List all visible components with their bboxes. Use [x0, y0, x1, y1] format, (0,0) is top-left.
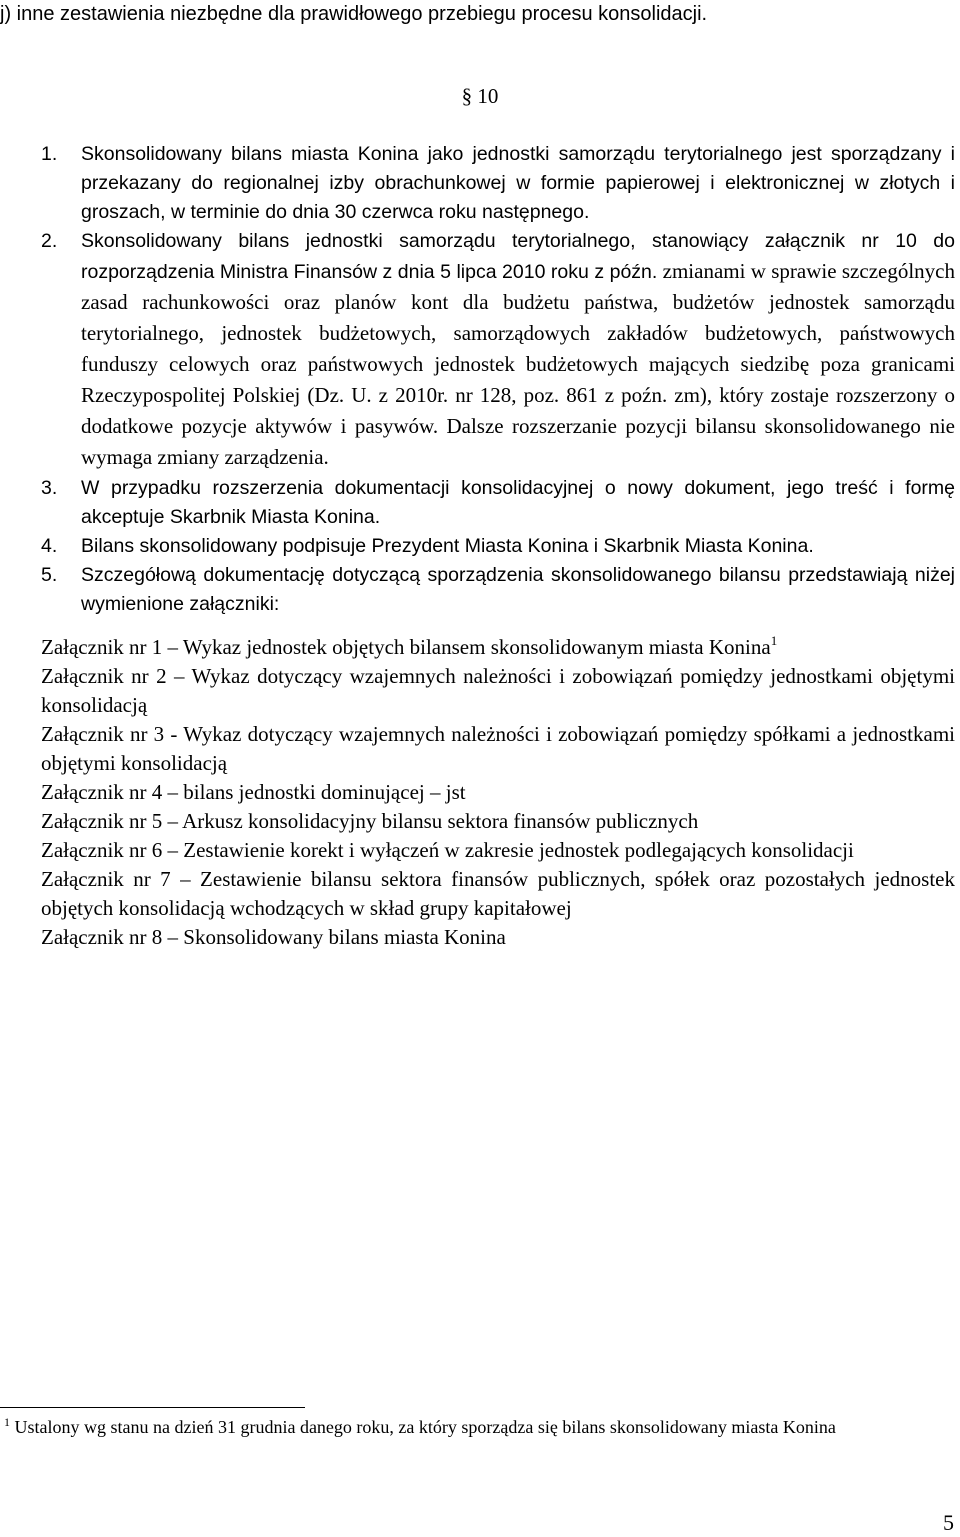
attachments-list [41, 633, 955, 952]
list-item [41, 532, 955, 561]
attachment-item: Załącznik nr 4 – bilans jednostki dominującej – jst [41, 780, 466, 804]
item-number: 1. [41, 143, 58, 165]
preceding-list-item: j) inne zestawienia niezbędne dla prawidłowego przebiegu procesu konsolidacji. [0, 3, 708, 25]
list-item [41, 561, 955, 619]
item-text: Skonsolidowany bilans miasta Konina jako jednostki samorządu terytorialnego jest sporządzany i przekazany do regionalnej izby obrachunkowej w formie papierowej i elektronicznej w złotych i groszach, w terminie do dnia 30 czerwca roku następnego. [81, 143, 955, 223]
item-text: Szczegółową dokumentację dotyczącą sporządzenia skonsolidowanego bilansu przedstawiają niżej wymienione załączniki: [81, 564, 955, 615]
provisions-list [41, 140, 955, 619]
footnote-marker: 1 [4, 1415, 10, 1429]
attachment-item: Załącznik nr 2 – Wykaz dotyczący wzajemnych należności i zobowiązań pomiędzy jednostkami objętymi konsolidacją [41, 664, 955, 717]
page-number: 5 [943, 1510, 954, 1535]
item-text: W przypadku rozszerzenia dokumentacji konsolidacyjnej o nowy dokument, jego treść i formę akceptuje Skarbnik Miasta Konina. [81, 477, 955, 528]
section-number: § 10 [461, 84, 499, 108]
list-item [41, 140, 955, 227]
item-number: 3. [41, 477, 58, 499]
footnote-text: Ustalony wg stanu na dzień 31 grudnia danego roku, za który sporządza się bilans skonsolidowany miasta Konina [10, 1417, 836, 1437]
item-number: 4. [41, 535, 58, 557]
list-item [41, 474, 955, 532]
list-item [41, 227, 955, 474]
item-text-part: Skonsolidowany bilans jednostki samorządu terytorialnego, stanowiący załącznik nr 10 do rozporządzenia Ministra Finansów z dnia 5 lipca 2010 roku z późn. [81, 230, 955, 283]
item-text: Bilans skonsolidowany podpisuje Prezydent Miasta Konina i Skarbnik Miasta Konina. [81, 535, 814, 557]
item-number: 2. [41, 230, 58, 252]
attachment-item: Załącznik nr 6 – Zestawienie korekt i wyłączeń w zakresie jednostek podlegających konsolidacji [41, 838, 854, 862]
attachment-item: Załącznik nr 7 – Zestawienie bilansu sektora finansów publicznych, spółek oraz pozostałych jednostek objętych konsolidacją wchodzących w skład grupy kapitałowej [41, 867, 955, 920]
item-number: 5. [41, 564, 58, 586]
footnote [4, 1414, 944, 1441]
footnote-reference: 1 [770, 633, 778, 648]
footnote-separator [0, 1407, 305, 1408]
attachment-item: Załącznik nr 8 – Skonsolidowany bilans miasta Konina [41, 925, 506, 949]
attachment-item: Załącznik nr 5 – Arkusz konsolidacyjny bilansu sektora finansów publicznych [41, 809, 699, 833]
attachment-text: Załącznik nr 1 – Wykaz jednostek objętych bilansem skonsolidowanym miasta Konina [41, 635, 771, 659]
item-text [81, 227, 955, 474]
item-text-part: zmianami w sprawie szczególnych zasad rachunkowości oraz planów kont dla budżetu państwa, budżetów jednostek samorządu terytorialnego, jednostek budżetowych, samorządowych zakładów budżetowych, państwowych funduszy celowych oraz państwowych jednostek budżetowych mających siedzibę poza granicami Rzeczypospolitej Polskiej (Dz. U. z 2010r. nr 128, poz. 861 z poźn. zm), który zostaje rozszerzony o dodatkowe pozycje aktywów i pasywów. Dalsze rozszerzanie pozycji bilansu skonsolidowanego nie wymaga zmiany zarządzenia. [81, 259, 955, 469]
attachment-item: Załącznik nr 3 - Wykaz dotyczący wzajemnych należności i zobowiązań pomiędzy spółkami a jednostkami objętymi konsolidacją [41, 722, 955, 775]
attachment-item [41, 633, 955, 662]
